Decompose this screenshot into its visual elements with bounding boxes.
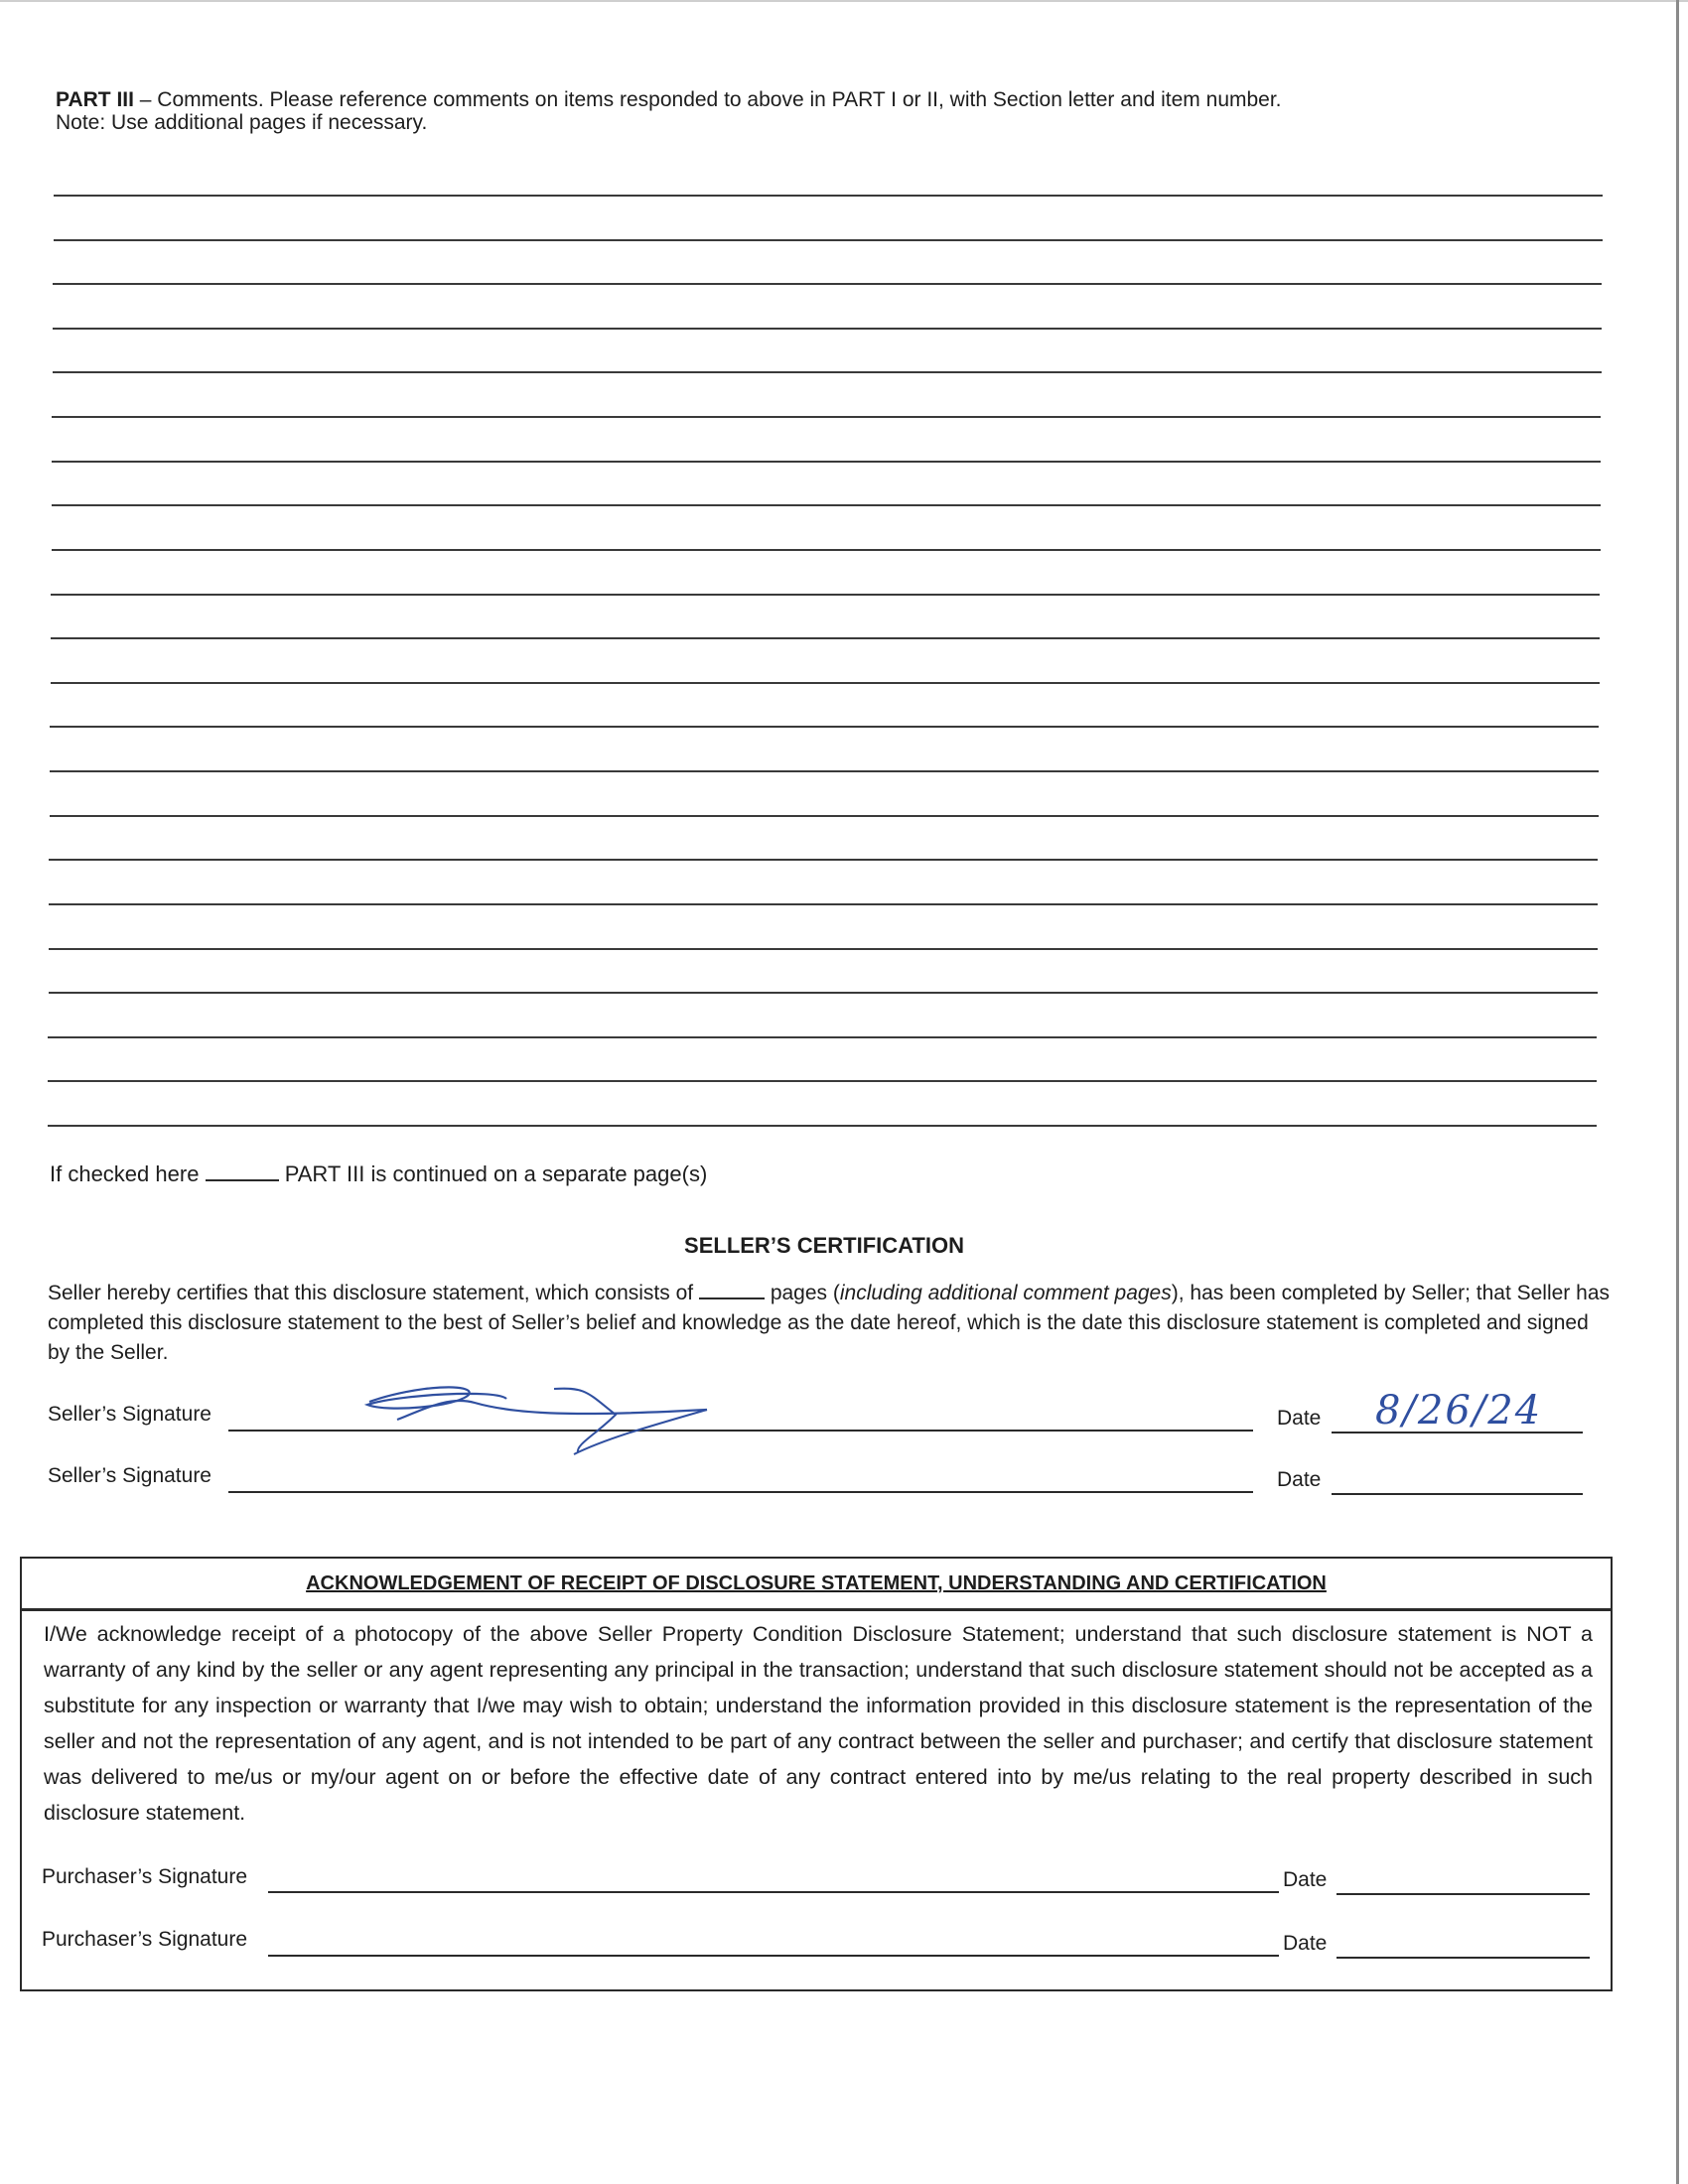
purchaser-date-field-1[interactable] <box>1336 1893 1590 1895</box>
comment-line[interactable] <box>48 1036 1597 1038</box>
pages-count-blank[interactable] <box>699 1280 765 1299</box>
continued-check-blank[interactable] <box>206 1161 279 1181</box>
continued-prefix: If checked here <box>50 1161 200 1186</box>
comment-line[interactable] <box>52 461 1601 463</box>
comment-line[interactable] <box>53 371 1602 373</box>
acknowledgement-title: ACKNOWLEDGEMENT OF RECEIPT OF DISCLOSURE STATEMENT, UNDERSTANDING AND CERTIFICATION <box>306 1572 1327 1594</box>
seller-certification-text <box>48 1279 1612 1368</box>
comment-line[interactable] <box>48 1080 1597 1082</box>
scan-top-edge <box>0 0 1688 2</box>
purchaser-signature-field-1[interactable] <box>268 1891 1279 1893</box>
part3-heading-label: PART III <box>56 88 134 111</box>
scan-right-edge <box>1676 0 1679 2184</box>
comment-line[interactable] <box>48 1125 1597 1127</box>
comment-line[interactable] <box>52 504 1601 506</box>
seller-date-label-2: Date <box>1277 1468 1322 1491</box>
comment-line[interactable] <box>49 992 1598 994</box>
comment-line[interactable] <box>50 770 1599 772</box>
comment-line[interactable] <box>54 195 1603 197</box>
comment-line[interactable] <box>49 948 1598 950</box>
seller-signature-label-2: Seller’s Signature <box>48 1464 211 1487</box>
part3-heading-text: – Comments. Please reference comments on items responded to above in PART I or II, with Section letter and item number. <box>133 88 1282 111</box>
purchaser-date-label-2: Date <box>1283 1932 1328 1955</box>
seller-date-handwritten: 8/26/24 <box>1375 1388 1543 1433</box>
comment-line[interactable] <box>50 815 1599 817</box>
continued-suffix: PART III is continued on a separate page(s) <box>284 1161 708 1186</box>
purchaser-signature-label-1: Purchaser’s Signature <box>42 1865 248 1888</box>
acknowledgement-text: I/We acknowledge receipt of a photocopy of the above Seller Property Condition Disclosure Statement; understand that such disclosure statement is NOT a warranty of any kind by the seller or any agent representing any principal in the transaction; understand that such disclosure statement should not be accepted as a substitute for any inspection or warranty that I/we may wish to obtain; understand the information provided in this disclosure statement is the representation of the seller and not the representation of any agent, and is not intended to be part of any contract between the seller and purchaser; and certify that disclosure statement was delivered to me/us or my/our agent on or before the effective date of any contract entered into by me/us relating to the real property described in such disclosure statement. <box>44 1622 1593 1825</box>
purchaser-signature-label-2: Purchaser’s Signature <box>42 1928 248 1951</box>
seller-date-label-1: Date <box>1277 1407 1322 1430</box>
purchaser-date-label-1: Date <box>1283 1868 1328 1891</box>
comment-line[interactable] <box>51 594 1600 596</box>
comment-line[interactable] <box>51 682 1600 684</box>
cert-text-pages: pages ( <box>770 1282 840 1304</box>
part3-note: Note: Use additional pages if necessary. <box>56 111 428 134</box>
cert-text-italic: including additional comment pages <box>839 1282 1172 1304</box>
seller-signature-field-2[interactable] <box>228 1491 1253 1493</box>
acknowledgement-box <box>20 1557 1613 1991</box>
continued-checkbox-row <box>50 1161 707 1187</box>
seller-signature-scribble <box>357 1375 715 1459</box>
comment-line[interactable] <box>54 239 1603 241</box>
comment-line[interactable] <box>49 859 1598 861</box>
cert-text-after: ), has been completed by Seller; that Seller has completed this disclosure statement to the best of Seller’s belief and knowledge as the date hereof, which is the date this disclosure statement is completed and signed by the Seller. <box>48 1282 1610 1364</box>
comment-line[interactable] <box>52 549 1601 551</box>
comment-line[interactable] <box>52 416 1601 418</box>
cert-text-before: Seller hereby certifies that this disclosure statement, which consists of <box>48 1282 694 1304</box>
purchaser-date-field-2[interactable] <box>1336 1957 1590 1959</box>
comment-line[interactable] <box>51 637 1600 639</box>
seller-certification-title: SELLER’S CERTIFICATION <box>684 1233 964 1258</box>
seller-date-field-2[interactable] <box>1332 1493 1583 1495</box>
comment-line[interactable] <box>50 726 1599 728</box>
comment-line[interactable] <box>53 283 1602 285</box>
acknowledgement-divider <box>22 1608 1611 1611</box>
purchaser-signature-field-2[interactable] <box>268 1955 1279 1957</box>
seller-signature-label-1: Seller’s Signature <box>48 1403 211 1426</box>
comment-line[interactable] <box>49 903 1598 905</box>
comment-line[interactable] <box>53 328 1602 330</box>
